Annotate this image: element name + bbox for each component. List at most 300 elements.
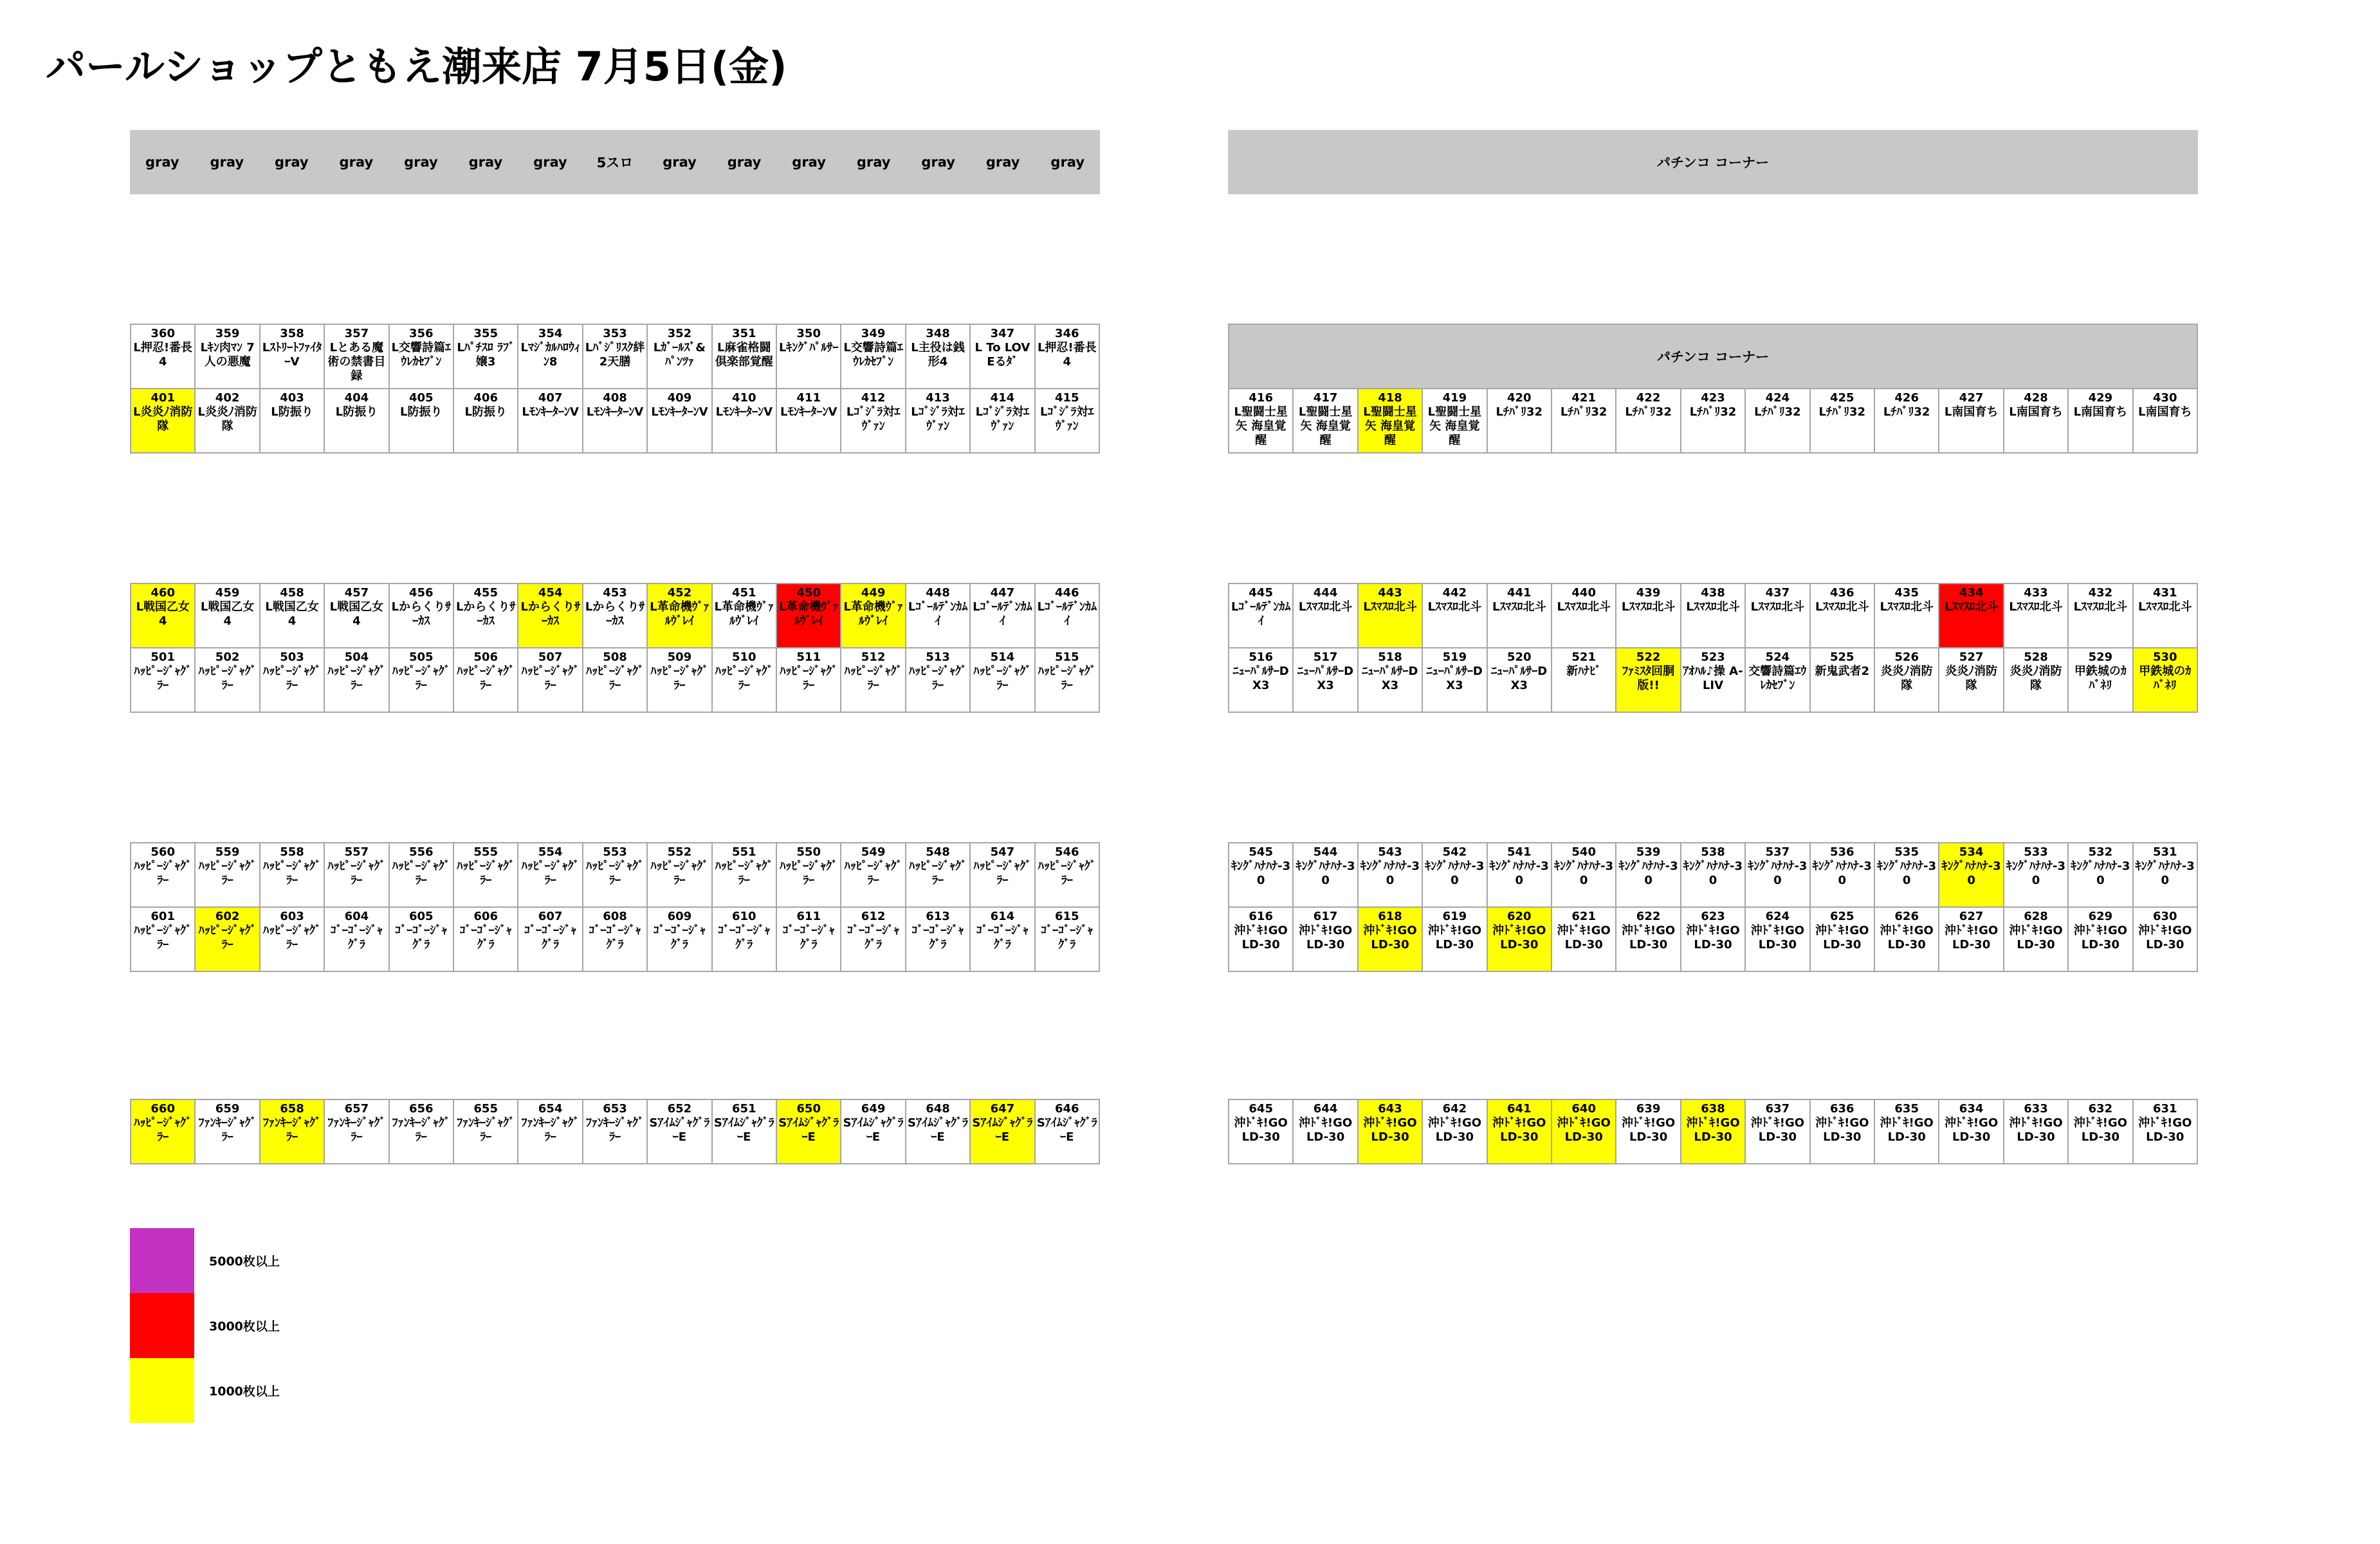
machine-number: 535: [1894, 845, 1919, 859]
machine-number: 602: [215, 910, 240, 923]
machine-name: Lﾊﾞｼﾞﾘｽｸ絆2天膳: [585, 341, 645, 369]
machine-cell: [1616, 389, 1680, 452]
machine-number: 635: [1894, 1102, 1919, 1116]
machine-number: 459: [215, 586, 240, 600]
machine-name: ｺﾞｰｺﾞｰｼﾞｬｸﾞﾗ: [459, 924, 512, 951]
machine-name: SｱｲﾑｼﾞｬｸﾞﾗｰE: [972, 1116, 1033, 1144]
machine-cell: [841, 325, 904, 388]
machine-name: ﾊｯﾋﾟｰｼﾞｬｸﾞﾗｰ: [844, 665, 902, 692]
machine-cell: [1229, 648, 1292, 712]
machine-number: 609: [667, 910, 692, 923]
machine-number: 636: [1830, 1102, 1854, 1116]
machine-number: 425: [1830, 391, 1854, 405]
machine-cell: [131, 1100, 194, 1163]
column-header-label: gray: [921, 154, 955, 170]
machine-cell: [390, 648, 453, 712]
machine-number: 551: [732, 845, 756, 859]
machine-number: 508: [603, 650, 627, 664]
machine-number: 660: [151, 1102, 175, 1116]
machine-cell: [971, 389, 1034, 452]
machine-number: 354: [538, 327, 563, 340]
machine-cell: [648, 389, 711, 452]
machine-name: ﾌｧﾝｷｰｼﾞｬｸﾞﾗｰ: [521, 1116, 580, 1144]
machine-name: 沖ﾄﾞｷ!GOLD-30: [1750, 924, 1805, 951]
machine-number: 358: [280, 327, 304, 340]
machine-name: 沖ﾄﾞｷ!GOLD-30: [1621, 1116, 1676, 1144]
legend-swatch: [130, 1228, 194, 1293]
machine-cell: [1552, 584, 1615, 647]
machine-number: 444: [1313, 586, 1338, 600]
machine-name: ｺﾞｰｺﾞｰｼﾞｬｸﾞﾗ: [395, 924, 448, 951]
machine-cell: [390, 389, 453, 452]
machine-cell: [777, 908, 840, 971]
machine-cell: [1036, 843, 1099, 906]
machine-name: L南国育ち: [1944, 405, 1999, 419]
machine-cell: [1681, 584, 1744, 647]
machine-number: 440: [1571, 586, 1596, 600]
machine-number: 653: [603, 1102, 627, 1116]
machine-number: 637: [1765, 1102, 1790, 1116]
column-header-label: gray: [468, 154, 503, 170]
machine-number: 555: [473, 845, 498, 859]
slot-machine-block: [130, 583, 1100, 713]
machine-cell: [713, 325, 776, 388]
machine-number: 619: [1442, 910, 1467, 923]
machine-cell: [713, 648, 776, 712]
machine-number: 633: [2024, 1102, 2048, 1116]
machine-cell: [325, 325, 388, 388]
machine-name: ｺﾞｰｺﾞｰｼﾞｬｸﾞﾗ: [847, 924, 900, 951]
machine-number: 518: [1378, 650, 1402, 664]
machine-cell: [1875, 843, 1938, 906]
machine-name: 沖ﾄﾞｷ!GOLD-30: [2138, 1116, 2192, 1144]
machine-name: ｷﾝｸﾞﾊﾅﾊﾅ-30: [1425, 859, 1485, 887]
machine-name: 沖ﾄﾞｷ!GOLD-30: [1492, 924, 1546, 951]
slot-machine-block: [130, 324, 1100, 454]
machine-cell: [261, 843, 324, 906]
machine-cell: [777, 325, 840, 388]
machine-name: ﾆｭｰﾊﾟﾙｻｰDX3: [1362, 665, 1418, 692]
column-header-label: gray: [339, 154, 374, 170]
machine-cell: [131, 389, 194, 452]
machine-cell: [454, 648, 517, 712]
machine-name: ﾊｯﾋﾟｰｼﾞｬｸﾞﾗｰ: [198, 665, 257, 692]
machine-name: ｷﾝｸﾞﾊﾅﾊﾅ-30: [2071, 859, 2130, 887]
machine-number: 650: [796, 1102, 821, 1116]
machine-name: Lｽﾏｽﾛ北斗: [1944, 600, 1999, 614]
machine-number: 405: [409, 391, 434, 405]
machine-name: ﾊｯﾋﾟｰｼﾞｬｸﾞﾗｰ: [715, 859, 773, 887]
machine-name: Lｽﾏｽﾛ北斗: [1880, 600, 1934, 614]
machine-name: ｷﾝｸﾞﾊﾅﾊﾅ-30: [1748, 859, 1808, 887]
machine-number: 539: [1636, 845, 1661, 859]
machine-cell: [2069, 843, 2132, 906]
machine-name: Lｺﾞｼﾞﾗ対ｴｳﾞｧﾝ: [975, 405, 1030, 433]
machine-number: 560: [151, 845, 175, 859]
machine-name: ﾆｭｰﾊﾟﾙｻｰDX3: [1232, 665, 1289, 692]
machine-name: ﾊｯﾋﾟｰｼﾞｬｸﾞﾗｰ: [457, 859, 515, 887]
legend-item: [130, 1293, 280, 1358]
machine-number: 417: [1313, 391, 1338, 405]
machine-name: SｱｲﾑｼﾞｬｸﾞﾗｰE: [778, 1116, 839, 1144]
machine-number: 452: [667, 586, 692, 600]
machine-name: ﾊｯﾋﾟｰｼﾞｬｸﾞﾗｰ: [1038, 859, 1096, 887]
machine-number: 403: [280, 391, 304, 405]
machine-name: ｷﾝｸﾞﾊﾅﾊﾅ-30: [1941, 859, 2001, 887]
machine-number: 346: [1055, 327, 1079, 340]
machine-cell: [1036, 325, 1099, 388]
machine-cell: [2004, 1100, 2067, 1163]
machine-cell: [1616, 843, 1680, 906]
machine-cell: [713, 1100, 776, 1163]
machine-number: 525: [1830, 650, 1854, 664]
machine-cell: [454, 1100, 517, 1163]
machine-number: 632: [2088, 1102, 2113, 1116]
machine-cell: [518, 648, 581, 712]
machine-cell: [1036, 1100, 1099, 1163]
machine-name: ﾊｯﾋﾟｰｼﾞｬｸﾞﾗｰ: [715, 665, 773, 692]
machine-name: Lからくりｻｰｶｽ: [520, 600, 580, 628]
machine-name: ﾌｧﾝｷｰｼﾞｬｸﾞﾗｰ: [198, 1116, 257, 1144]
machine-number: 438: [1701, 586, 1725, 600]
machine-cell: [583, 843, 646, 906]
machine-cell: [518, 843, 581, 906]
machine-cell: [454, 584, 517, 647]
machine-cell: [1875, 389, 1938, 452]
machine-number: 435: [1894, 586, 1919, 600]
machine-number: 458: [280, 586, 304, 600]
machine-name: 沖ﾄﾞｷ!GOLD-30: [1234, 1116, 1288, 1144]
machine-cell: [906, 389, 969, 452]
machine-number: 607: [538, 910, 563, 923]
machine-name: 沖ﾄﾞｷ!GOLD-30: [1686, 924, 1740, 951]
machine-name: ﾌｧﾝｷｰｼﾞｬｸﾞﾗｰ: [392, 1116, 450, 1144]
machine-number: 412: [861, 391, 886, 405]
machine-cell: [196, 648, 259, 712]
machine-name: Lﾁﾊﾞﾘ32: [1818, 405, 1866, 419]
machine-name: 新鬼武者2: [1815, 665, 1870, 678]
machine-number: 419: [1442, 391, 1467, 405]
machine-number: 402: [215, 391, 240, 405]
machine-name: ｷﾝｸﾞﾊﾅﾊﾅ-30: [1683, 859, 1743, 887]
machine-cell: [1811, 648, 1874, 712]
machine-number: 513: [926, 650, 950, 664]
machine-cell: [777, 648, 840, 712]
machine-number: 347: [990, 327, 1015, 340]
machine-number: 501: [151, 650, 175, 664]
machine-name: Lｺﾞｼﾞﾗ対ｴｳﾞｧﾝ: [1040, 405, 1094, 433]
machine-name: Lﾁﾊﾞﾘ32: [1754, 405, 1801, 419]
machine-number: 616: [1249, 910, 1273, 923]
machine-cell: [583, 648, 646, 712]
machine-name: 沖ﾄﾞｷ!GOLD-30: [2073, 1116, 2128, 1144]
machine-number: 608: [603, 910, 627, 923]
machine-number: 453: [603, 586, 627, 600]
machine-cell: [1294, 1100, 1357, 1163]
machine-cell: [1423, 648, 1486, 712]
machine-cell: [518, 584, 581, 647]
machine-cell: [2004, 389, 2067, 452]
machine-cell: [1746, 1100, 1809, 1163]
machine-number: 613: [926, 910, 950, 923]
column-header-label: 5スロ: [596, 155, 634, 170]
machine-name: L主役は銭形4: [911, 341, 965, 369]
machine-name: ｺﾞｰｺﾞｰｼﾞｬｸﾞﾗ: [718, 924, 771, 951]
machine-cell: [1423, 584, 1486, 647]
machine-name: 沖ﾄﾞｷ!GOLD-30: [1944, 924, 1999, 951]
machine-name: 沖ﾄﾞｷ!GOLD-30: [1621, 924, 1676, 951]
machine-name: Lﾊﾟﾁｽﾛ ﾗﾌﾞ嬢3: [457, 341, 515, 369]
column-header-label: gray: [145, 154, 179, 170]
machine-number: 550: [796, 845, 821, 859]
machine-cell: [971, 1100, 1034, 1163]
machine-number: 522: [1636, 650, 1661, 664]
machine-cell: [777, 584, 840, 647]
machine-name: ｱｵﾊﾙ♪操 A-LIV: [1683, 665, 1743, 692]
machine-name: L防振り: [335, 405, 378, 419]
machine-number: 356: [409, 327, 434, 340]
machine-name: SｱｲﾑｼﾞｬｸﾞﾗｰE: [908, 1116, 968, 1144]
machine-number: 606: [473, 910, 498, 923]
machine-name: ﾊｯﾋﾟｰｼﾞｬｸﾞﾗｰ: [392, 665, 450, 692]
machine-name: Lｽﾏｽﾛ北斗: [1427, 600, 1482, 614]
machine-cell: [1294, 843, 1357, 906]
machine-cell: [1488, 1100, 1551, 1163]
machine-cell: [1359, 389, 1422, 452]
machine-number: 552: [667, 845, 692, 859]
machine-name: ﾊｯﾋﾟｰｼﾞｬｸﾞﾗｰ: [134, 1116, 192, 1144]
machine-cell: [841, 908, 904, 971]
slot-column-header-row: [130, 130, 1100, 194]
machine-name: Lｺﾞｰﾙﾃﾞﾝｶﾑｲ: [1231, 600, 1291, 628]
machine-number: 422: [1636, 391, 1661, 405]
machine-cell: [2004, 908, 2067, 971]
machine-name: ﾆｭｰﾊﾟﾙｻｰDX3: [1491, 665, 1548, 692]
machine-cell: [1552, 908, 1615, 971]
machine-name: Lｺﾞｰﾙﾃﾞﾝｶﾑｲ: [908, 600, 968, 628]
machine-number: 656: [409, 1102, 434, 1116]
machine-cell: [131, 584, 194, 647]
machine-cell: [2069, 1100, 2132, 1163]
machine-name: L戦国乙女4: [200, 600, 255, 628]
machine-cell: [518, 1100, 581, 1163]
machine-number: 605: [409, 910, 434, 923]
machine-name: Lﾁﾊﾞﾘ32: [1560, 405, 1607, 419]
machine-cell: [2134, 389, 2197, 452]
machine-number: 360: [151, 327, 175, 340]
column-header-label: gray: [985, 154, 1020, 170]
machine-cell: [1294, 584, 1357, 647]
machine-number: 643: [1378, 1102, 1402, 1116]
machine-name: ﾊｯﾋﾟｰｼﾞｬｸﾞﾗｰ: [457, 665, 515, 692]
machine-name: ﾊｯﾋﾟｰｼﾞｬｸﾞﾗｰ: [327, 665, 386, 692]
machine-name: 炎炎ﾉ消防隊: [1945, 665, 1998, 692]
machine-cell: [325, 648, 388, 712]
machine-cell: [325, 843, 388, 906]
machine-name: ﾊｯﾋﾟｰｼﾞｬｸﾞﾗｰ: [134, 665, 192, 692]
machine-name: ｷﾝｸﾞﾊﾅﾊﾅ-30: [1360, 859, 1420, 887]
column-header-label: gray: [275, 154, 309, 170]
machine-number: 429: [2088, 391, 2113, 405]
machine-name: Lからくりｻｰｶｽ: [391, 600, 452, 628]
machine-cell: [390, 1100, 453, 1163]
machine-name: 沖ﾄﾞｷ!GOLD-30: [1944, 1116, 1999, 1144]
machine-cell: [1229, 584, 1292, 647]
machine-name: Lｺﾞｼﾞﾗ対ｴｳﾞｧﾝ: [911, 405, 965, 433]
machine-name: 沖ﾄﾞｷ!GOLD-30: [1427, 1116, 1482, 1144]
machine-name: ｷﾝｸﾞﾊﾅﾊﾅ-30: [1812, 859, 1872, 887]
machine-cell: [1294, 908, 1357, 971]
machine-number: 431: [2153, 586, 2177, 600]
machine-number: 618: [1378, 910, 1402, 923]
machine-number: 424: [1765, 391, 1790, 405]
machine-name: ｺﾞｰｺﾞｰｼﾞｬｸﾞﾗ: [782, 924, 835, 951]
machine-number: 644: [1313, 1102, 1338, 1116]
machine-cell: [1036, 908, 1099, 971]
machine-cell: [1875, 648, 1938, 712]
machine-number: 428: [2024, 391, 2048, 405]
machine-cell: [1681, 908, 1744, 971]
machine-number: 443: [1378, 586, 1402, 600]
machine-name: ﾆｭｰﾊﾟﾙｻｰDX3: [1426, 665, 1483, 692]
machine-cell: [2069, 908, 2132, 971]
machine-number: 531: [2153, 845, 2177, 859]
machine-cell: [2134, 908, 2197, 971]
column-header-label: gray: [210, 154, 244, 170]
machine-number: 620: [1507, 910, 1532, 923]
machine-number: 451: [732, 586, 756, 600]
machine-cell: [390, 584, 453, 647]
machine-name: L革命機ｳﾞｧﾙｳﾞﾚｲ: [714, 600, 774, 628]
machine-name: LﾓﾝｷｰﾀｰﾝV: [522, 405, 579, 419]
machine-number: 537: [1765, 845, 1790, 859]
machine-cell: [261, 584, 324, 647]
machine-number: 357: [344, 327, 369, 340]
machine-name: L押忍!番長4: [133, 341, 193, 369]
machine-cell: [906, 648, 969, 712]
machine-name: L防振り: [464, 405, 507, 419]
machine-number: 647: [990, 1102, 1015, 1116]
machine-name: ｺﾞｰｺﾞｰｼﾞｬｸﾞﾗ: [589, 924, 641, 951]
machine-number: 622: [1636, 910, 1661, 923]
machine-name: L聖闘士星矢 海皇覚醒: [1234, 405, 1288, 447]
machine-name: 沖ﾄﾞｷ!GOLD-30: [1363, 924, 1417, 951]
machine-cell: [583, 389, 646, 452]
machine-number: 512: [861, 650, 886, 664]
machine-name: 沖ﾄﾞｷ!GOLD-30: [1815, 924, 1869, 951]
machine-number: 502: [215, 650, 240, 664]
machine-name: L聖闘士星矢 海皇覚醒: [1363, 405, 1417, 447]
machine-number: 601: [151, 910, 175, 923]
machine-name: ｷﾝｸﾞﾊﾅﾊﾅ-30: [2006, 859, 2065, 887]
machine-number: 603: [280, 910, 304, 923]
machine-number: 621: [1571, 910, 1596, 923]
machine-cell: [713, 584, 776, 647]
machine-cell: [906, 584, 969, 647]
machine-cell: [1811, 1100, 1874, 1163]
machine-cell: [777, 843, 840, 906]
column-header-label: gray: [404, 154, 438, 170]
machine-name: 沖ﾄﾞｷ!GOLD-30: [1363, 1116, 1417, 1144]
machine-cell: [583, 1100, 646, 1163]
machine-name: 甲鉄城のｶﾊﾞﾈﾘ: [2139, 665, 2192, 692]
machine-cell: [841, 648, 904, 712]
machine-number: 610: [732, 910, 756, 923]
machine-name: Lｺﾞｰﾙﾃﾞﾝｶﾑｲ: [1037, 600, 1097, 628]
machine-name: SｱｲﾑｼﾞｬｸﾞﾗｰE: [1036, 1116, 1097, 1144]
machine-cell: [325, 389, 388, 452]
machine-number: 614: [990, 910, 1015, 923]
machine-name: L戦国乙女4: [265, 600, 319, 628]
machine-cell: [390, 325, 453, 388]
machine-cell: [583, 584, 646, 647]
machine-number: 658: [280, 1102, 304, 1116]
machine-cell: [1746, 389, 1809, 452]
machine-number: 553: [603, 845, 627, 859]
machine-cell: [583, 325, 646, 388]
machine-name: ｷﾝｸﾞﾊﾅﾊﾅ-30: [1231, 859, 1291, 887]
machine-name: ﾊｯﾋﾟｰｼﾞｬｸﾞﾗｰ: [844, 859, 902, 887]
machine-cell: [1811, 584, 1874, 647]
machine-number: 404: [344, 391, 369, 405]
machine-cell: [196, 584, 259, 647]
machine-number: 548: [926, 845, 950, 859]
machine-cell: [1229, 1100, 1292, 1163]
machine-cell: [648, 584, 711, 647]
machine-number: 659: [215, 1102, 240, 1116]
machine-cell: [971, 908, 1034, 971]
machine-cell: [2134, 584, 2197, 647]
machine-number: 655: [473, 1102, 498, 1116]
machine-name: ｷﾝｸﾞﾊﾅﾊﾅ-30: [1554, 859, 1614, 887]
machine-name: ﾌｧﾐｽﾀ回胴版!!: [1622, 665, 1675, 692]
machine-name: Lｽﾏｽﾛ北斗: [1621, 600, 1676, 614]
page-title: パールショップともえ潮来店 7月5日(金): [46, 43, 787, 90]
machine-cell: [841, 389, 904, 452]
machine-number: 639: [1636, 1102, 1661, 1116]
machine-cell: [1229, 843, 1292, 906]
machine-cell: [2004, 648, 2067, 712]
machine-cell: [196, 843, 259, 906]
machine-name: ﾊｯﾋﾟｰｼﾞｬｸﾞﾗｰ: [973, 859, 1032, 887]
machine-cell: [1746, 843, 1809, 906]
machine-name: L To LOVEるﾀﾞ: [975, 341, 1030, 369]
machine-number: 556: [409, 845, 434, 859]
machine-number: 645: [1249, 1102, 1273, 1116]
machine-cell: [196, 389, 259, 452]
machine-cell: [777, 389, 840, 452]
machine-number: 649: [861, 1102, 886, 1116]
machine-cell: [1423, 908, 1486, 971]
machine-number: 532: [2088, 845, 2113, 859]
machine-number: 506: [473, 650, 498, 664]
machine-name: ﾊｯﾋﾟｰｼﾞｬｸﾞﾗｰ: [198, 924, 257, 951]
machine-name: 沖ﾄﾞｷ!GOLD-30: [1298, 924, 1353, 951]
machine-cell: [2134, 648, 2197, 712]
machine-number: 432: [2088, 586, 2113, 600]
machine-cell: [1552, 648, 1615, 712]
machine-number: 439: [1636, 586, 1661, 600]
machine-name: Lｺﾞｼﾞﾗ対ｴｳﾞｧﾝ: [846, 405, 901, 433]
machine-cell: [131, 648, 194, 712]
machine-number: 503: [280, 650, 304, 664]
machine-cell: [1681, 843, 1744, 906]
machine-number: 449: [861, 586, 886, 600]
machine-name: Lｽﾏｽﾛ北斗: [1815, 600, 1869, 614]
machine-cell: [713, 843, 776, 906]
machine-name: 沖ﾄﾞｷ!GOLD-30: [2073, 924, 2128, 951]
machine-name: Lﾏｼﾞｶﾙﾊﾛｳｨﾝ8: [520, 341, 580, 369]
